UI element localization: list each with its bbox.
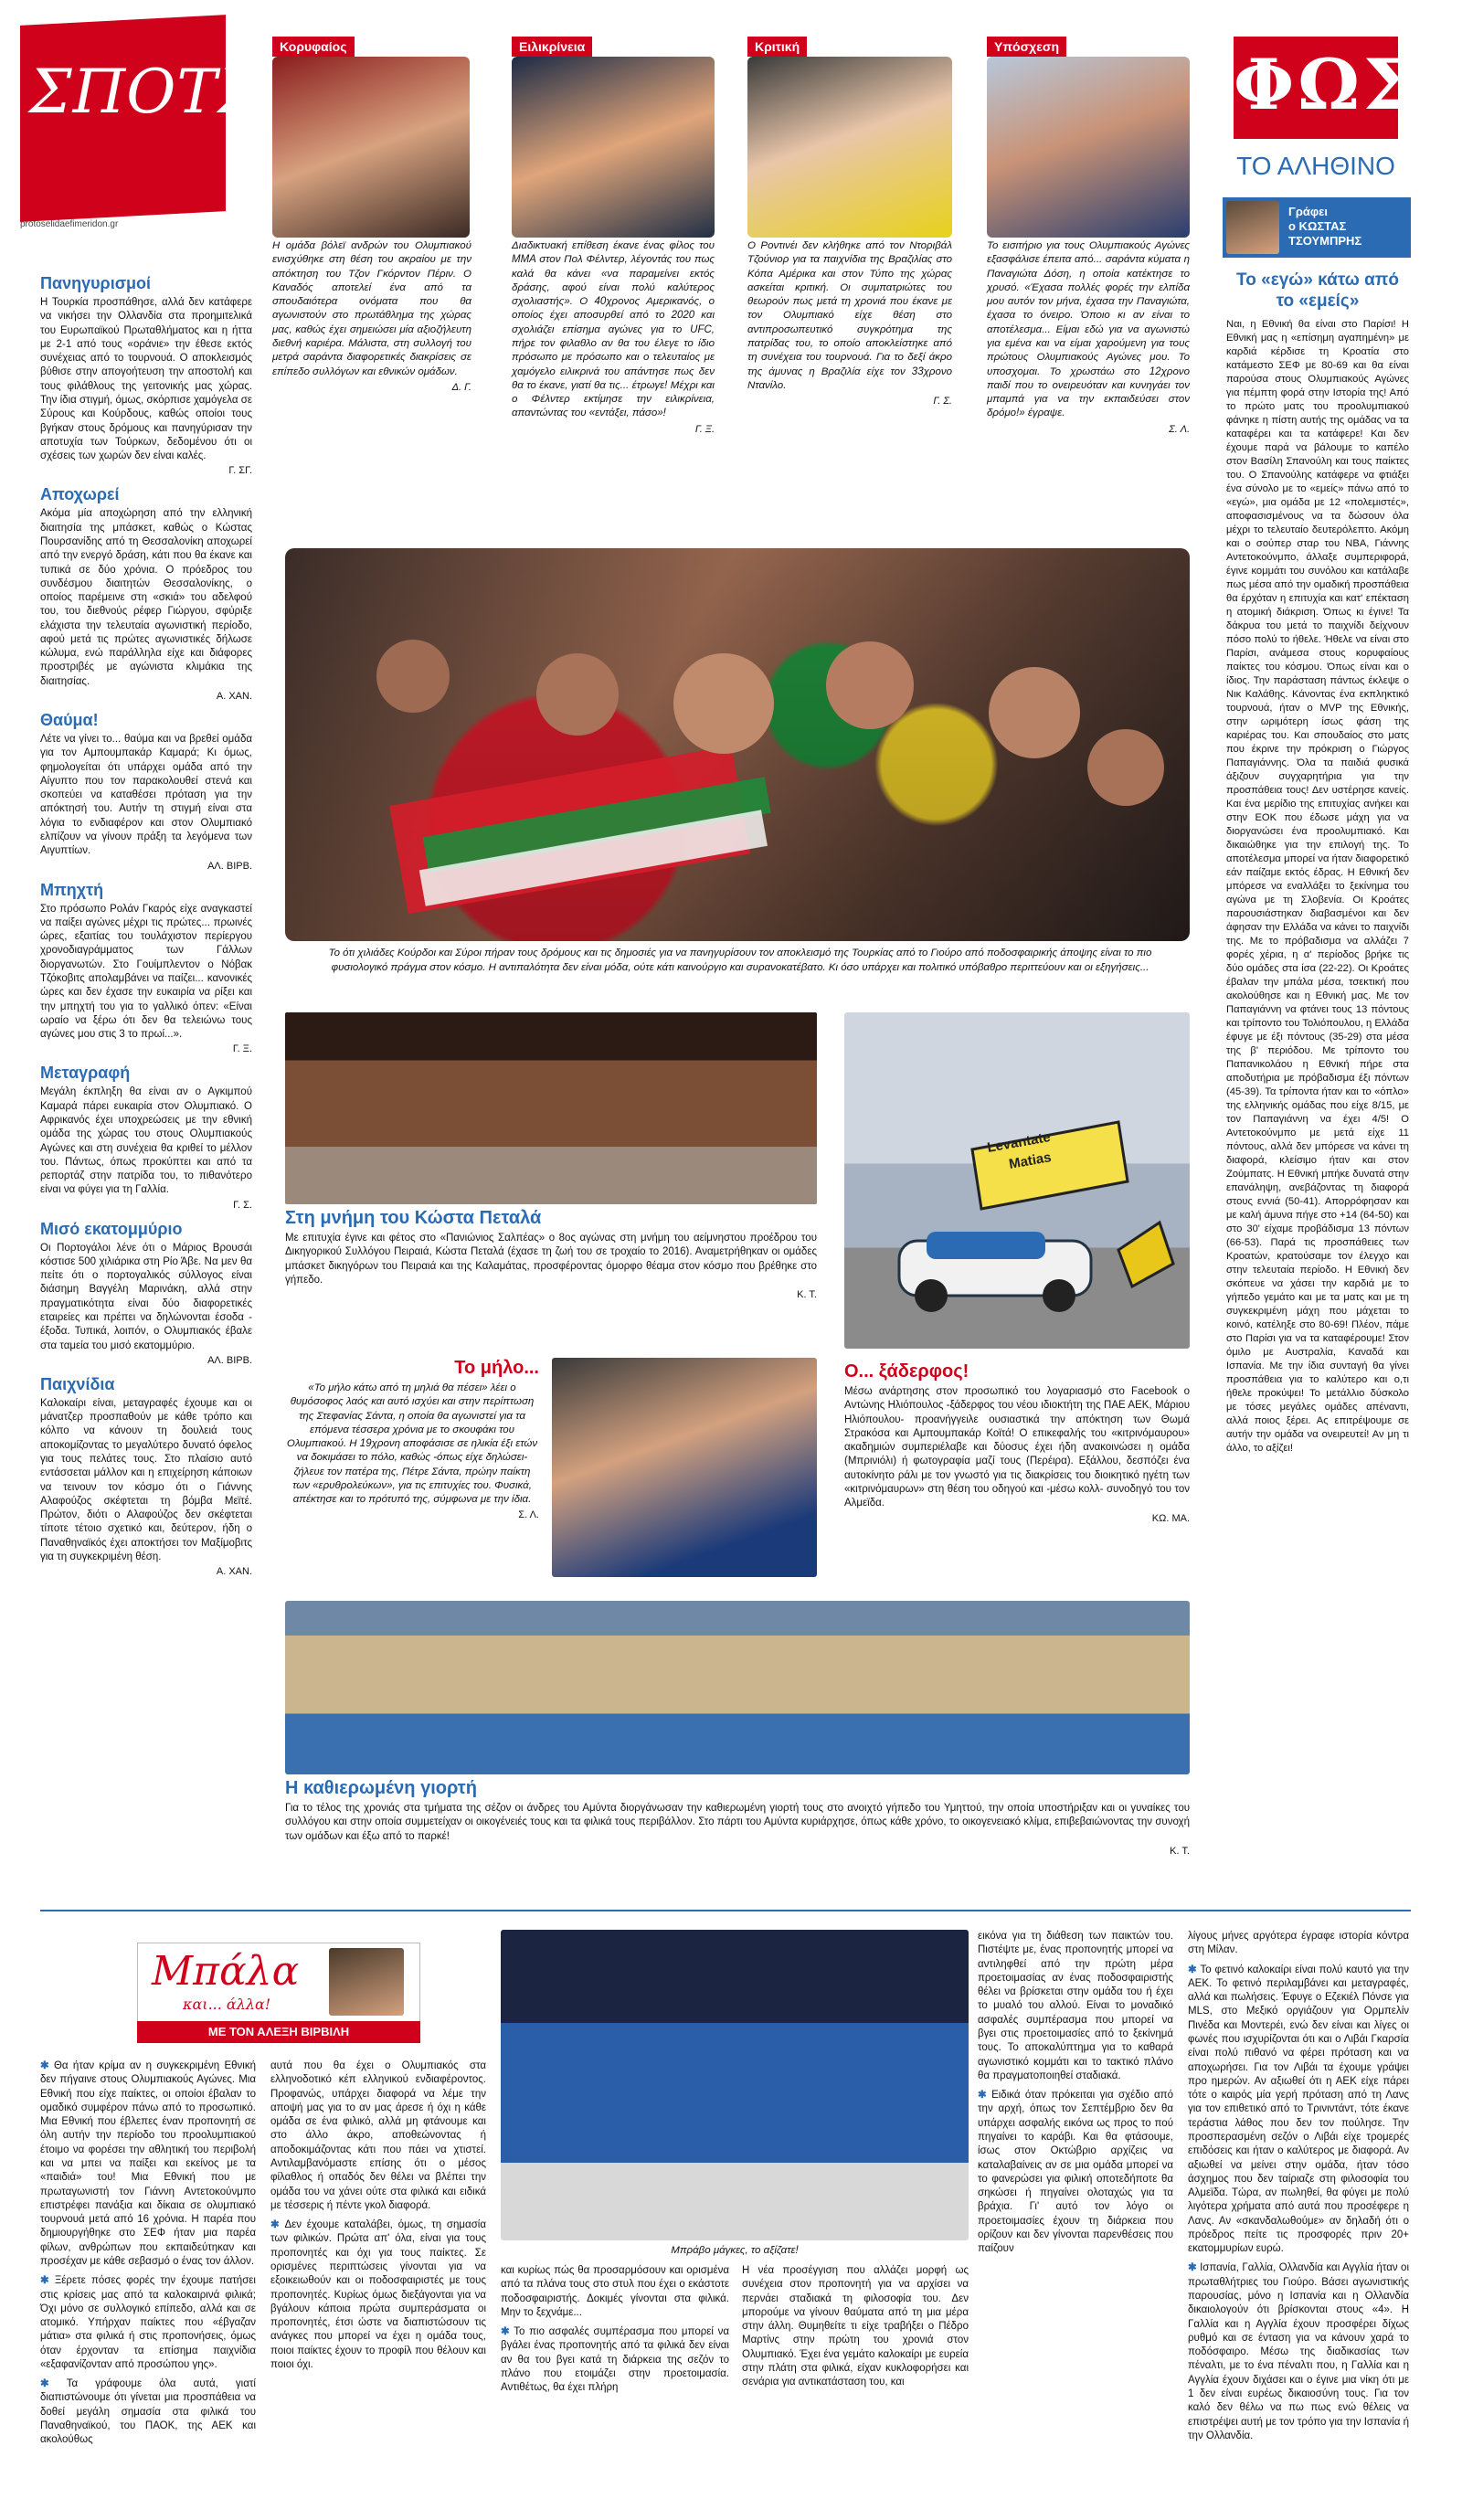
story-title: Το μήλο... <box>454 1358 539 1378</box>
signature: ΑΛ. ΒΙΡΒ. <box>207 860 252 872</box>
sidebar-text: Ακόμα μία αποχώρηση από την ελληνική διαιτησία της μπάσκετ, καθώς ο Κώστας Πουρσανίδης από τη Θεσσαλονίκη αποχωρεί από την ενεργό δράση, κάτι που θα έκανε και τυπικά σε δύο χρόνια. Ο πρόεδρος του συνδέσμου διαιτητών Θεσσαλονίκης, ο οποίος παρέμεινε στη «σκιά» του αδελφού του, του διεθνούς ρέφερ Γιώργου, σφύριξε ελάχιστα την τελευταία αγωνιστική περίοδο, αφού μετά τις πρώτες αγωνιστικές δήλωσε κώλυμα, ενώ παράλληλα είχε και διάφορες προστριβές με αγώνιστα κλιμάκια της διαιτησίας. <box>40 508 252 687</box>
paragraph: ✱ Θα ήταν κρίμα αν η συγκεκριμένη Εθνική δεν πήγαινε στους Ολυμπιακούς Αγώνες. Μια Εθνική που είχε παίκτες, οι οποίοι έβαλαν το ομαδικό συμφέρον πάνω από το προσωπικό. Μια Εθνική που έβλεπες έναν προπονητή σε όλη αυτήν την περίοδο του προολυμπιακού έτοιμο να φορέσει την αθλητική του περιβολή και να μπει να παίξει και εκείνος με τα «παιδιά» του! Μια Εθνική που με πρωταγωνιστή τον Γιάννη Αντετοκούνμπο επιστρέφει πανάξια και δίκαια σε ολυμπιακό τουρνουά μετά από 16 χρόνια. Η παρέα που δημιουργήθηκε στο ΣΕΦ ήταν μια παρέα φίλων, ανθρώπων που εκπαιδεύτηκαν και προσέχαν με κάθε σεβασμό ο ένας τον άλλον. <box>40 2060 256 2267</box>
iron-story <box>844 1361 1190 1524</box>
byline-prefix: Γράφει <box>1288 205 1328 218</box>
star-icon: ✱ <box>270 2219 285 2231</box>
left-sidebar <box>40 274 252 1577</box>
paragraph: ✱ Δεν έχουμε καταλάβει, όμως, τη σημασία των φιλικών. Πρώτα απ' όλα, είναι για τους προπονητές και όχι για τους παίκτες. Σε ορισμένες περιπτώσεις γίνονται για να εξοικειωθούν και οι ποδοσφαιριστές με τους προπονητές. Κυρίως όμως διεξάγονται για να βγάλουν κάποια πρώτα συμπεράσματα οι προπονητές, έτσι ώστε να διαπιστώσουν τις ανάγκες που μπορεί να έχει η ομάδα τους, ποιοι παίκτες έχουν το προφίλ που θέλουν και ποιοι όχι. <box>270 2219 486 2370</box>
story-title: Ο... ξάδερφος! <box>844 1361 969 1382</box>
paragraph: ✱ Το πιο ασφαλές συμπέρασμα που μπορεί να βγάλει ένας προπονητής από τα φιλικά δεν είναι αν θα του βγει κατά τη διάρκεια της σεζόν το πλάνο που ετοιμάζει στην προετοιμασία. Αντιθέτως, θα έχει πλήρη <box>501 2326 729 2394</box>
sidebar-title: Πανηγυρισμοί <box>40 274 152 292</box>
bala-logo-sub: και... άλλα! <box>183 1996 271 2013</box>
article-text: Διαδικτυακή επίθεση έκανε ένας φίλος του MMA στον Πολ Φέλντερ, λέγοντάς του πως καλά θα κάνει «να παραμείνει εκτός δράσης, αφού είναι πολύ καλύτερος σχολιαστής». Ο 40χρονος Αμερικανός, ο οποίος έχει αποσυρθεί από το 2020 και σχολιάζει επίσημα αγώνες για το UFC, πήρε τον φιλαθλο αν θα του έλεγε το ίδιο πρόσωπο με πρόσωπο και ο τελευταίος με χαμόγελο ειλικρινά του απάντησε πως δεν θα το έκανε, γιατί θα τις... έτρωγε! Μέχρι και ο Φέλντερ εκτίμησε την ειλικρίνεια, απαντώντας του «εντάξει, πάσο»! <box>512 240 715 419</box>
paragraph: και κυρίως πώς θα προσαρμόσουν και ορισμένα από τα πλάνα τους στο στυλ που έχει ο εκάστοτε ποδοσφαιριστής. Δοκιμές γίνονται στα φιλικά. Μην το ξεχνάμε... <box>501 2265 729 2318</box>
article-text: Το εισιτήριο για τους Ολυμπιακούς Αγώνες εξασφάλισε έπειτα από... σαράντα κύματα η Παναγιώτα Δόση, η οποία κατέκτησε το χρυσό. «Έχασα πολλές φορές την ελπίδα μου αυτόν τον μήνα, έχασα την Παναγιώτα, έχασα το όνειρο. Όποιο κι αν είναι το αποτέλεσμα... Είμαι εδώ για να αγωνιστώ για εμένα και να είμαι χαρούμενη για τους πρώτους Ολυμπιακούς Αγώνες μου. Το υποσχομαι. Το χρωστάω στο 12χρονο παιδί που το ονειρευόταν και κυνηγάει τον μπαμπά για να την εκπαιδεύσει στον δρόμο!» έγραψε. <box>987 240 1190 419</box>
sidebar-item <box>40 1220 252 1366</box>
paragraph: Η νέα προσέγγιση που αλλάζει μορφή ως συνέχεια στον προπονητή για να αρχίσει να περνάει σταδιακά τη φιλοσοφία του. Δεν μπορούμε να γίνουν θαύματα από τη μια μέρα στην άλλη. Θυμηθείτε τι είχε τραβήξει ο Πέδρο Μαρτίνς στην πρώτη του χρονιά στον Ολυμπιακό. Έχει ένα γεμάτο καλοκαίρι με ευρεία στην πλάτη στα φιλικά, είχαν κυκλοφορήσει και σενάρια για αντικατάσταση του, και <box>742 2265 969 2388</box>
bottom-col-5 <box>742 2264 969 2390</box>
sidebar-title: Αποχωρεί <box>40 485 120 504</box>
source-label: protoselidaefimeridon.gr <box>20 219 119 229</box>
signature: Δ. Γ. <box>451 381 471 393</box>
photo-memory <box>285 1012 817 1204</box>
sidebar-item <box>40 274 252 476</box>
story-text: Για το τέλος της χρονιάς στα τμήματα της σέζον οι άνδρες του Αμύντα διοργάνωσαν την καθιερωμένη γιορτή τους στο ανοιχτό γήπεδο του Υμηττού, την οποία υποστήριξαν και οι γυναίκες του συλλόγου και στην οποία συμμετείχαν οι οικογένειές τους και τα φιλικά τους περιβάλλον. Στο πάρτι του Αμύντα κυριάρχησε, όπως κάθε χρόνο, το οικογενειακό κλίμα, επιβεβαιώνοντας την συνοχή των ομάδων και έξω από το παρκέ! <box>285 1803 1190 1842</box>
photo-apple <box>552 1358 817 1577</box>
right-column <box>1226 270 1409 1456</box>
top-col-4 <box>987 239 1190 436</box>
photo-national-team <box>501 1930 969 2240</box>
story-title: Η καθιερωμένη γιορτή <box>285 1778 477 1798</box>
photo-promise <box>987 57 1190 238</box>
right-headline: Το «εγώ» κάτω από το «εμείς» <box>1236 270 1399 311</box>
photo-honesty <box>512 57 715 238</box>
sidebar-item <box>40 1375 252 1577</box>
paragraph: ✱ Ειδικά όταν πρόκειται για σχέδιο από την αρχή, όπως τον Σεπτέμβριο δεν θα υπάρχει ασφαλής εικόνα ως προς το πού πηγαίνει το καράβι. Και θα φτάσουμε, ίσως στον Οκτώβριο αρχίζεις να καταλαβαίνεις αν σε μια ομάδα μπορεί να το φανερώσει για φιλική οποτεδήποτε θα σηκώσει ή πηγαίνει ολοταχώς για τα βράχια. Γι' αυτό τον λόγο οι προετοιμασίες έχουν τη διάρκεια που ορίζουν και δεν γίνονται παρενθέσεις που παίζουν <box>978 2090 1174 2255</box>
photo-rally <box>844 1012 1190 1349</box>
signature: Γ. Σ. <box>233 1199 252 1211</box>
rally-banner-1: Levantate <box>986 1129 1052 1156</box>
signature: Σ. Λ. <box>1169 423 1190 435</box>
sidebar-text: Καλοκαίρι είναι, μεταγραφές έχουμε και οι μάνατζερ προσπαθούν με κάθε τρόπο και κόλπο να κάνουν τη δουλειά τους αποκομίζοντας το μεγαλύτερο δυνατό όφελος για τους πελάτες τους. Στο πλαίσιο αυτό εντάσσεται μάλλον και η επιχείρηση κάποιων να τεινουν τον κόσμο ότι ο Γιάννης Αλαφούζος σκέφτεται τη βόμβα Μεϊτέ. Πρώτον, διότι ο Αλαφούζος δεν σκέφτεται τίποτε τέτοιο σχετικό και, δεύτερον, ήδη ο Παναθηναϊκός έχει αποκτήσει τον Μαξίμοβιτς για τη συγκεκριμένη θέση. <box>40 1397 252 1562</box>
main-caption: Το ότι χιλιάδες Κούρδοι και Σύροι πήραν τους δρόμους και τις δημοσιές για να πανηγυρίσουν τον αποκλεισμό της Τουρκίας από το Γιούρο από ποδοσφαιρικής άποψης είναι το πιο φυσιολογικό πράγμα στον κόσμο. Η αντιπαλότητα δεν είναι μόδα, ούτε κάτι καινούργιο και συρανοκατέβατο. Κι όσο υπάρχει και πολιτικό υπόβαθρο περιττεύουν και οι εξηγήσεις... <box>328 948 1152 973</box>
paragraph: ✱ Τα γράφουμε όλα αυτά, γιατί διαπιστώνουμε ότι γίνεται μια προσπάθεια να δοθεί μεγάλη σημασία στα φιλικά του Παναθηναϊκού, του ΠΑΟΚ, της ΑΕΚ και ακολούθως <box>40 2378 256 2446</box>
story-title: Στη μνήμη του Κώστα Πεταλά <box>285 1208 542 1228</box>
tab-leader <box>272 37 355 57</box>
bottom-col-1 <box>40 2059 256 2448</box>
sidebar-text: Λέτε να γίνει το... θαύμα και να βρεθεί ομάδα για τον Αμπουμπακάρ Καμαρά; Κι όμως, φημολογείται ότι υπάρχει ομάδα από την Αίγυπτο που τον παρακολουθεί στενά και σκοπεύει να καταθέσει πρόταση για την απόκτησή του. Αυτήν τη στιγμή είναι στα λόγια το ενδιαφέρον και στον Ολυμπιακό ελπίζουν να γίνουν πράξη τα λεγόμενα των Αιγυπτίων. <box>40 734 252 857</box>
memory-story <box>285 1208 817 1300</box>
sidebar-item <box>40 485 252 702</box>
byline-name: ο ΚΩΣΤΑΣ ΤΣΟΥΜΠΡΗΣ <box>1288 219 1362 249</box>
paragraph: ✱ Το φετινό καλοκαίρι είναι πολύ καυτό για την ΑΕΚ. Το φετινό περιλαμβάνει και μεταγραφές, αλλά και πωλήσεις. Έφυγε ο Εζεκιέλ Πόνσε για MLS, στο Μεξικό οργιάζουν για Ορμπελίν Πινέδα και Μοντερέι, ενώ δεν είναι και λίγες οι φωνές που ισχυρίζονται ότι και ο Λιβάι Γκαρσία είναι πολύ πιθανό να φέρει πρόταση και να αποχωρήσει. Για τον Λιβάι τα έχουμε γράψει προ ημερών. Αν αξιωθεί ότι η ΑΕΚ είχε πάρει τότε ο καιρός μία γερή πρόταση από τη Λανς για τον επιθετικό από το Τρινιντάντ, τότε έκανε τεράστια λάθος που δεν τον πούλησε. Την προσπερασμένη σεζόν ο Λιβάι είχε τρομερές επιδόσεις και ήταν ο καλύτερος με διαφορά. Αν αξιωθεί να μείνει στην ομάδα, ήταν τόσο άσχημος που δεν ταίριαζε στη φιλοσοφία του Αλμεϊδα. Τώρα, αν πωληθεί, θα φύγει με πολύ λιγότερα χρήματα από αυτά που προσέφερε η Λανς. Αν «σκανδαλωθούμε» αν δηλαδή ότι ο πρόεδρος πείτε τις προσφορές πριν 20+ εκατομμυρίων ευρώ. <box>1188 1964 1409 2255</box>
tab-label: Υπόσχεση <box>987 37 1066 57</box>
signature: ΑΛ. ΒΙΡΒ. <box>207 1354 252 1366</box>
top-col-2 <box>512 239 715 436</box>
signature: Γ. ΣΓ. <box>228 465 252 477</box>
rally-car-illustration <box>844 1012 1190 1349</box>
signature: Σ. Λ. <box>518 1509 539 1520</box>
sidebar-item <box>40 1064 252 1210</box>
section-divider <box>40 1910 1411 1911</box>
bottom-photo-caption: Μπράβο μάγκες, το αξίζατε! <box>671 2245 799 2256</box>
bala-byline: ΜΕ ΤΟΝ ΑΛΕΞΗ ΒΙΡΒΙΛΗ <box>137 2021 420 2043</box>
tab-label: Κορυφαίος <box>272 37 355 57</box>
story-text: «Το μήλο κάτω από τη μηλιά θα πέσει» λέει ο θυμόσοφος λαός και αυτό ισχύει και στην περίπτωση της Στεφανίας Σάντα, η οποία θα αγωνιστεί για τα επόμενα τέσσερα χρόνια με το σκουφάκι του Ολυμπιακού. Η 19χρονη αποφάσισε σε ηλικία έξι ετών να δοκιμάσει το πόλο, καθώς -όπως είχε δηλώσει- ζήλευε τον πατέρα της, Πέτρε Σάντα, πρώην παίκτη των «ερυθρολεύκων», για τις επιτυχίες του. Φυσικά, απέκτησε και το πρότυπό της, σύμφωνα με την ίδια. <box>286 1382 538 1506</box>
story-text: Μέσω ανάρτησης στον προσωπικό του λογαριασμό στο Facebook ο Αντώνης Ηλιόπουλος -ξάδερφος του νέου ιδιοκτήτη της ΠΑΕ ΑΕΚ, Μάριου Ηλιόπουλου- προανήγγειλε ουσιαστικά την απόκτηση των Θωμά Στρακόσα και Αμπουμπακάρ Κοϊτά! Ο επικεφαλής του «κιτρινόμαυρου» ακαδημιών συμπεριέλαβε και δύοσυς έχει ήδη ανακοινώσει η ομάδα (Μπρινιόλι) ή φωτογραφία μαζί τους (Περέιρα). Εξάλλου, δεσπόζει ένα αυτοκίνητο ράλι με τον γνωστό για τις διακρίσεις του διοικητικό ηγέτη των «κιτρινόμαυρων» στη θέση του οδηγού και -μέσω κολλ- συνοδηγό του τον Αλμεϊδα. <box>844 1386 1190 1509</box>
signature: ΚΩ. ΜΑ. <box>1151 1512 1190 1524</box>
top-col-1 <box>272 239 471 394</box>
star-icon: ✱ <box>978 2090 992 2102</box>
fest-story <box>285 1778 1190 1857</box>
column-logo: ΦΩΣ <box>1234 44 1416 125</box>
paragraph: αυτά που θα έχει ο Ολυμπιακός στα ελληνοδοτικό κέπ ελληνικού ενδιαφέροντος. Προφανώς, υπάρχει διαφορά να λέμε την αποψή μας για το αν μας άρεσε ή όχι η κάθε ομάδα σε ένα φιλικό, αλλά μη φτάνουμε και στο άλλο άκρο, αποθεώνοντας ή αποδοκιμάζοντας κάτι που πάει να χτιστεί. Αντιλαμβανόμαστε επίσης ότι ο μέσος φίλαθλος ή οπαδός δεν θέλει να βλέπει την ομάδα του να χάνει ούτε στα φιλικά και ειδικά με τέσσερις ή πέντε γκολ διαφορά. <box>270 2060 486 2211</box>
photo-fest <box>285 1601 1190 1774</box>
sports-logo-text: ΣΠΟΤΣ <box>29 57 262 127</box>
paragraph: ✱ Ισπανία, Γαλλία, Ολλανδία και Αγγλία ήταν οι πρωταθλήτριες του Γιούρο. Βάσει αγωνιστικής παρουσίας, μόνο η Ισπανία και η Ολλανδία δικαιολογούν ότι βρίσκονται στους «4». Η Γαλλία και η Αγγλία έχουν προσφέρει δίχως ρυθμό και σε ένταση για να κάνουν χαρά το ποδόσφαιρο. Μέσω της διαδικασίας των πέναλτι, με το ένα πέναλτι που, η Γαλλία και η Αγγλία έχουν διχάσει και ο έγινε μια νίκη ότι με 1 δεν είναι ευρέως δικαιοσύνη τους. Για τον καλό δεν θέλω να πω πως ενώ θέλεις να επιστρέψει αυτή με τον τρόπο για την Ισπανία ή την Ολλανδία. <box>1188 2262 1409 2441</box>
star-icon: ✱ <box>1188 1964 1201 1975</box>
apple-story <box>285 1358 539 1520</box>
article-text: Ο Ροντινέι δεν κλήθηκε από τον Ντοριβάλ Τζούνιορ για τα παιχνίδια της Βραζιλίας στο Κόπα Αμέρικα και στον Τύπο της χώρας ασκείται κριτική. Οι συμπατριώτες του θεωρούν πως μετά τη χρονιά που έκανε με τον Ολυμπιακό είχε θέση στο αντιπροσωπευτικό συγκρότημα της πατρίδας του, το οποίο αποκλείστηκε από τη συνέχεια του τουρνουά. Για το δεξί άκρο της άμυνας η Βραζιλία είχε τον 33χρονο Ντανίλο. <box>747 240 952 391</box>
sidebar-title: Μεταγραφή <box>40 1064 131 1083</box>
rally-banner-2: Matias <box>1007 1149 1053 1172</box>
tab-label: Κριτική <box>747 37 807 57</box>
crowd-illustration <box>285 548 1190 941</box>
right-text: Ναι, η Εθνική θα είναι στο Παρίσι! Η Εθνική μας η «επίσημη αγαπημένη» με καρδιά κέρδισε τη Κροατία στο κατάμεστο ΣΕΦ με 80-69 και θα είναι παρούσα στους Ολυμπιακούς Αγώνες για πέμπτη φορά στην Ιστορία της! Από το πρώτο ματς του προολυμπιακού φάνηκε η πίστη αυτής της ομάδας να τα καταφέρει και τα κατάφερε! Και δεν έχουμε παρά να βάλουμε το καπέλο στον Βασίλη Σπανούλη και τους παίκτες του. Ο Σπανούλης κατάφερε να φτιάξει ένα σύνολο με το «εμείς» πάνω από το «εγώ», μια ομάδα με 12 «πολεμιστές», αποφασισμένους να τα δώσουν όλα μέχρι το τελευταίο δευτερόλεπτο. Ακόμη και ο σούπερ σταρ του NBA, Γιάννης Αντετοκούνμπο, άλλαξε συμπεριφορά, έγινε κομμάτι του συνόλου και κατάλαβε πως μέσα από την ομαδική προσπάθεια θα έρχόταν η επιτυχία και κατ' επέκταση η ατομική διάκριση. Όπως κι έγινε! Τα δάκρυα του μετά το παιχνίδι δείχνουν πόσο πολύ το ήθελε. Ήθελε να είναι στο Παρίσι, ανάμεσα στους κορυφαίους παίκτες του κόσμου. Όπως είναι και ο ίδιος. Την παράσταση πάντως έκλεψε ο Νικ Καλάθης. Κάνοντας ένα εκπληκτικό τουρνουά, ήταν ο MVP της Εθνικής, στην ωριμότερη ίσως φάση της καριέρας του. Και σπουδαίος στο ματς που έκρινε την πρόκριση ο Γιώργος Παπαγιάννης. Όλα τα παιδιά φυσικά άξιζουν συγχαρητήρια για την προσπάθεια τους! Δεν υστέρησε κανείς. Και ένα μερίδιο της επιτυχίας ανήκει και στην ΕΟΚ που έδωσε μάχη για να διοργανώσει ένα προολυμπιακό. Και δικαιώθηκε για την επιλογή της. Το αποτέλεσμα μπορεί να ήταν διαφορετικό εάν παίζαμε εκτός έδρας. Η Εθνική δεν μπόρεσε να εναλλάξει το ξεκίνημα του αγώνα με τη Σλοβενία. Οι Κροάτες παρουσιάστηκαν διαβασμένοι και δεν άφησαν την Ελλάδα να κάνει το παιχνίδι της. Με το πρόβαδισμα να αλλάζει 7 φορές χέρια, η α' περίοδος βρήκε τις δύο ομάδες στα ίσα (22-22). Οι Κροάτες έβαλαν την μπάλα μέσα, τσεκτική που ακολούθησε και η Εθνική μας. Με τον Παπαγιάννη να φτάνει τους 13 πόντους και τρίποντο του Τολιόπουλου, η Ελλάδα έφυγε με έξι πόντους (35-29) στα μέσα της β' περιόδου. Με τρίποντο του Παπανικολάου η Εθνική πήρε στα αποδυτήρια με πρόβαδισμα έξι πόντων (45-39). Τα τρίποντα ήταν και το «όπλο» της ελληνικής ομάδας που είχε 8/15, με τον Παπαγιάννη να έχει 4/5! Ο Αντετοκούνμπο με μετά είχε 11 πόντους, αλλά δεν μπόρεσε να κάνει τη διαφορά, κλείσιμο ήταν και στον Ζούμπατς. Η Εθνική μπήκε δυνατά στην επανάληψη, ανεβάζοντας τη διαφορά στους εννιά (50-41). Απορρόφησαν και με καλή άμυνα πήγε στο +14 (64-50) και στο 30' είχαμε προβάδισμα 13 πόντων (66-53). Παρά τις προσπάθειες των Κροατών, κρατούσαμε τον έλεγχο και στην τελευταία περίοδο. Η Εθνική δεν σκόπευε να χάσει την καρδιά με το γήπεδο γεμάτο και με τα ματς και με τη συγκεκριμένη μάχη που μάχεται το κοινό, κατέληξε στο 80-69! Πλέον, πάμε στο Παρίσι για να τα καταφέρουμε! Στον όμιλο με Αυστραλία, Καναδά και Ισπανία. Με την ίδια συνταγή θα γίνει προσπάθεια για το καλύτερο και ο,τι ήθελε προκύψει! Το μετάλλιο δύσκολο με τόσες μεγάλες ομάδες απέναντι, αλλά ποιος ξέρει. Ας επιτρέψουμε σε αυτήν την ομάδα να ονειρευτεί! Αν μη τι άλλο, το αξίζει! <box>1226 318 1409 1454</box>
bala-avatar <box>329 1948 404 2016</box>
paragraph: λίγους μήνες αργότερα έγραφε ιστορία κόντρα στη Μίλαν. <box>1188 1931 1409 1956</box>
bottom-col-3 <box>501 2264 729 2396</box>
column-subtitle: ΤΟ ΑΛΗΘΙΝΟ <box>1236 152 1395 180</box>
sidebar-title: Μισό εκατομμύριο <box>40 1219 183 1238</box>
sidebar-title: Παιχνίδια <box>40 1374 115 1393</box>
avatar <box>1226 201 1279 254</box>
bottom-col-2 <box>270 2059 486 2372</box>
signature: Α. ΧΑΝ. <box>216 1566 252 1578</box>
story-text: Με επιτυχία έγινε και φέτος στο «Πανιώνιος Σαλπέας» ο 8ος αγώνας στη μνήμη του αείμνηστου προέδρου του Δικηγορικού Συλλόγου Πειραιά, Κώστα Πεταλά (έχασε τη ζωή του σε τροχαίο το 2016). Αναμετρήθηκαν οι ομάδες μπάσκετ δικηγόρων του Πειραιά και της Καλαμάτας, προσφέροντας όμορφο θέαμα στον κόσμο που βρέθηκε στο γήπεδο. <box>285 1233 817 1286</box>
signature: Κ. Τ. <box>797 1289 817 1301</box>
tab-label: Ειλικρίνεια <box>512 37 592 57</box>
tab-promise <box>987 37 1066 57</box>
star-icon: ✱ <box>1188 2262 1201 2274</box>
top-col-3 <box>747 239 952 408</box>
tab-criticism <box>747 37 807 57</box>
signature: Κ. Τ. <box>1170 1845 1190 1857</box>
sidebar-title: Θαύμα! <box>40 711 99 730</box>
photo-criticism <box>747 57 952 238</box>
paragraph: εικόνα για τη διάθεση των παικτών του. Πιστέψτε με, ένας προπονητής μπορεί να αντιληφθεί από την πρώτη μέρα προετοιμασίας αν ένας ποδοσφαιριστής θέλει να βρίσκεται στην ομάδα του ή έχει το μυαλό του αλλού. Είναι το μοναδικό ασφαλές συμπέρασμα που μπορεί να βγει στις προετοιμασίες από το ξεκίνημά τους. Το αποκαλύπτημα για το καθαρά αγωνιστικό κομμάτι και το τακτικό πλάνο θα πραγματοποιηθεί σταδιακά. <box>978 1931 1173 2081</box>
sidebar-item <box>40 881 252 1055</box>
bala-logo: Μπάλα <box>152 1948 300 1995</box>
sidebar-text: Μεγάλη έκπληξη θα είναι αν ο Αγκιμπού Καμαρά πάρει ευκαιρία στον Ολυμπιακό. Ο Αφρικανός έχει υποχρεώσεις με την εθνική ομάδα της χώρας του στους Ολυμπιακούς Αγώνες και στη συνέχεια θα κριθεί το μέλλον του. Πάντως, όπως προκύπτει και από τα ρεπορτάζ στην πατρίδα του, το πιθανότερο είναι να φύγει για τη Γαλλία. <box>40 1086 252 1196</box>
sidebar-text: Η Τουρκία προσπάθησε, αλλά δεν κατάφερε να νικήσει την Ολλανδία στα προημιτελικά του Ευρωπαϊκού Πρωταθλήματος και η ήττα με 2-1 από τους «οράνιε» την έθεσε εκτός συνέχειας από το τουρνουά. Ο αποκλεισμός βύθισε στην απογοήτευση την αποστολή και τους φιλάθλους της γειτονικής μας χώρας. Την ίδια στιγμή, όμως, σκόρπισε χαμόγελα σε Σύρους και Κούρδους, καθώς οποίοι τους βγήκαν στους δρόμους και πανηγύρισαν την αποτυχία των Τούρκων, δεδομένου ότι οι σχέσεις των χωρών δεν είναι καλές. <box>40 297 252 462</box>
sidebar-text: Στο πρόσωπο Ρολάν Γκαρός είχε αναγκαστεί να παίξει αγώνες μέχρι τις πρώτες... πρωινές ώρες, εξαιτίας του τουλάχιστον περίεργου χρονοδιαγράμματος των Γάλλων διοργανωτών. Στο Γουίμπλεντον ο Νόβακ Τζόκοβιτς απολαμβάνει να παίζει... κανονικές ώρες και δεν έχασε την ευκαιρία να ρίξει και την μπηχτή του για το γαλλικό όπεν: «Είναι ωραίο να ξέρω ότι δεν θα τελειώνω τους αγώνες μου στις 3 το πρωί...». <box>40 903 252 1041</box>
photo-leader <box>272 57 470 238</box>
article-text: Η ομάδα βόλεϊ ανδρών του Ολυμπιακού ενισχύθηκε στη θέση του ακραίου με την απόκτηση του Τζον Γκόρντον Πέριν. Ο Καναδός αποτελεί ένα από τα σπουδαιότερα ονόματα που θα αγωνιστούν στο πρωτάθλημα της χώρας μας, καθώς έχει σημειώσει μία αξιοζήλευτη διεθνή καριέρα. Μάλιστα, στη συλλογή του μετρά σαράντα διαφορετικές διακρίσεις σε επίπεδο συλλόγων και εθνικών ομάδων. <box>272 240 471 377</box>
star-icon: ✱ <box>40 2060 54 2071</box>
star-icon: ✱ <box>40 2378 67 2390</box>
paragraph: ✱ Ξέρετε πόσες φορές την έχουμε πατήσει στις κρίσεις μας από τα καλοκαιρινά φιλικά; Όχι μόνο σε συλλογικό επίπεδο, αλλά και σε ατομικό. Υπήρχαν παίκτες που «έβγαζαν μάτια» στα φιλικά ή στις προπονήσεις, όμως όταν έρχονταν τα επίσημα παιχνίδια «εξαφανίζονταν από προσώπου γης». <box>40 2275 256 2370</box>
star-icon: ✱ <box>501 2326 514 2338</box>
bottom-col-4 <box>978 1930 1173 2256</box>
signature: Γ. Σ. <box>933 396 952 408</box>
sidebar-item <box>40 711 252 872</box>
sidebar-text: Οι Πορτογάλοι λένε ότι ο Μάριος Βρουσάι κόστισε 500 χιλιάρικα στη Ρίο Άβε. Να μεν θα πείτε ότι ο πορτογαλικός σύλλογος είναι διάσημη Βαγγέλη Μαρινάκη, αλλά στην πραγματικότητα είναι δύο διαφορετικές εταιρείες και πρέπει να δηλώνονται έσοδα - έξοδα. Τυπικά, λοιπόν, ο Ολυμπιακός έβαλε στα ταμεία του μισό εκατομμύριο. <box>40 1242 252 1351</box>
star-icon: ✱ <box>40 2275 55 2287</box>
sidebar-title: Μπηχτή <box>40 880 104 899</box>
signature: Γ. Ξ. <box>694 423 715 435</box>
signature: Γ. Ξ. <box>232 1043 252 1055</box>
main-photo <box>285 548 1190 941</box>
signature: Α. ΧΑΝ. <box>216 691 252 703</box>
bottom-col-6 <box>1188 1930 1409 2443</box>
tab-honesty <box>512 37 592 57</box>
